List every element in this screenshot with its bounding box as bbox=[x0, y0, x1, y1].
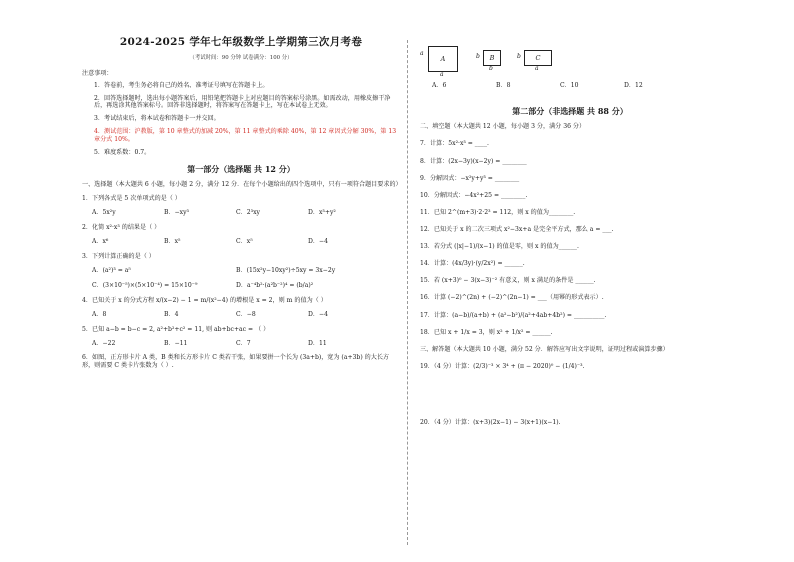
card-figure bbox=[420, 44, 720, 78]
fill-intro: 二、填空题（本大题共 12 小题，每小题 3 分，满分 36 分） bbox=[420, 123, 586, 131]
option: B．−11 bbox=[164, 339, 188, 347]
fill-question: 17．计算：(a−b)/(a+b) + (a²−b²)/(a²+4ab+4b²) = __________. bbox=[420, 311, 607, 319]
option: D．−4 bbox=[308, 310, 328, 318]
right-column bbox=[420, 44, 720, 436]
option: B．8 bbox=[496, 82, 511, 89]
fill-question: 14．计算：(4x/3y)·(y/2x²) = ______. bbox=[420, 260, 525, 268]
note-item: 3．考试结束后，将本试卷和答题卡一并交回。 bbox=[94, 115, 220, 123]
option: D．a⁻⁴b²·(a²b⁻²)⁴ = (b/a)² bbox=[236, 281, 314, 289]
figure-label: b bbox=[489, 65, 493, 72]
option: A．6 bbox=[432, 82, 447, 89]
card-c: C bbox=[524, 50, 552, 66]
option: C．(3×10⁻⁵)×(5×10⁻⁴) = 15×10⁻⁹ bbox=[92, 281, 198, 289]
question-stem: 4．已知关于 x 的分式方程 x/(x−2) − 1 = m/(x²−4) 的增根是 x = 2，则 m 的值为（ ） bbox=[82, 296, 327, 304]
figure-label: a bbox=[420, 50, 424, 57]
option: C．7 bbox=[236, 339, 251, 347]
question-stem: 3．下列计算正确的是（ ） bbox=[82, 253, 155, 261]
option: B．(15x²y−10xy²)÷5xy = 3x−2y bbox=[236, 266, 336, 274]
option: D．12 bbox=[624, 82, 643, 89]
question-options bbox=[92, 311, 400, 319]
fill-question: 11．已知 2^(m+3)·2·2³ = 112，则 x 的值为________. bbox=[420, 208, 576, 216]
figure-label: a bbox=[535, 65, 539, 72]
part1-heading: 第一部分（选择题 共 12 分） bbox=[187, 164, 295, 175]
option: A．x⁶ bbox=[92, 238, 109, 246]
figure-label: b bbox=[476, 53, 480, 60]
option: D．x³+y² bbox=[308, 209, 336, 217]
option: C．10 bbox=[560, 82, 579, 89]
fill-question: 7．计算：5x²·x³ = ____. bbox=[420, 140, 489, 148]
question-options bbox=[92, 340, 400, 348]
question-options bbox=[432, 82, 720, 90]
question-stem: 2．化简 x²·x³ 的结果是（ ） bbox=[82, 224, 161, 232]
option: D．11 bbox=[308, 339, 327, 347]
note-item: 1．答卷前，考生务必将自己的姓名、准考证号填写在答题卡上。 bbox=[94, 81, 269, 89]
part2-heading: 第二部分（非选择题 共 88 分） bbox=[512, 105, 628, 116]
card-b: B bbox=[483, 50, 501, 66]
question-options bbox=[92, 209, 400, 217]
fill-question: 18．已知 x + 1/x = 3，则 x² + 1/x² = ______. bbox=[420, 328, 553, 336]
option: B．4 bbox=[164, 310, 179, 318]
option: B．x⁵ bbox=[164, 238, 181, 246]
figure-label: b bbox=[517, 53, 521, 60]
question-options bbox=[92, 267, 400, 275]
left-column bbox=[82, 36, 400, 376]
option: A．5x²y bbox=[92, 209, 116, 217]
question-stem: 6．如图，正方形卡片 A 类，B 类和长方形卡片 C 类若干张，如果要拼一个长为 (3a+b)，宽为 (a+3b) 的大长方形，则需要 C 类卡片张数为（ ）. bbox=[82, 354, 390, 370]
fill-question: 8．计算：(2x−3y)(x−2y) = ________ bbox=[420, 157, 527, 165]
fill-question: 10．分解因式：−4x²+25 = ________. bbox=[420, 191, 528, 199]
exam-subtitle: （考试时间：90 分钟 试卷满分：100 分） bbox=[189, 54, 293, 61]
option: C．−8 bbox=[236, 310, 256, 318]
note-item: 2．回答选择题时，选出每小题答案后，用铅笔把答题卡上对应题目的答案标号涂黑。如需改动，用橡皮擦干净后，再选涂其他答案标号。回答非选择题时，将答案写在答题卡上，写在本试卷上无效。 bbox=[94, 94, 391, 110]
option: C．2³xy bbox=[236, 209, 260, 217]
option: C．x⁵ bbox=[236, 238, 253, 246]
figure-label: a bbox=[440, 71, 444, 78]
fill-question: 12．已知关于 x 的二次三项式 x²−3x+a 是完全平方式，那么 a = ___. bbox=[420, 225, 614, 233]
column-divider bbox=[407, 40, 408, 545]
question-stem: 1．下列各式是 5 次单项式的是（ ） bbox=[82, 195, 181, 203]
option: D．−4 bbox=[308, 238, 328, 246]
part1-intro: 一、选择题（本大题共 6 小题，每小题 2 分，满分 12 分．在每个小题给出的四个选项中，只有一项符合题目要求的） bbox=[82, 181, 402, 189]
solve-intro: 三、解答题（本大题共 10 小题，满分 52 分．解答应写出文字说明，证明过程或演算步骤） bbox=[420, 345, 669, 353]
question-options bbox=[92, 238, 400, 246]
option: A．(a²)³ = a⁵ bbox=[92, 266, 131, 274]
option: A．8 bbox=[92, 310, 107, 318]
card-a: A bbox=[428, 46, 458, 72]
note-item: 5．难度系数：0.7。 bbox=[94, 149, 151, 157]
exam-title: 2024-2025 学年七年级数学上学期第三次月考卷 bbox=[119, 36, 363, 48]
solve-question-20: 20．（4 分）计算：(x+3)(2x−1) − 3(x+1)(x−1). bbox=[420, 418, 561, 426]
option: B．−xy³ bbox=[164, 209, 189, 217]
solve-question-19: 19．（4 分）计算：(2/3)⁻³ × 3⁴ + (π − 2020)⁰ − (1/4)⁻³. bbox=[420, 362, 585, 370]
option: A．−22 bbox=[92, 339, 116, 347]
question-options bbox=[92, 282, 400, 290]
fill-question: 9．分解因式：−x²y+y³ = ________ bbox=[420, 174, 520, 182]
fill-question: 13．若分式 (|x|−1)/(x−1) 的值是零，则 x 的值为______. bbox=[420, 243, 579, 251]
fill-question: 15．若 (x+3)⁰ − 3(x−3)⁻² 有意义，则 x 满足的条件是 ______. bbox=[420, 277, 596, 285]
note-item-scope: 4．测试范围：沪教版，第 10 章整式的加减 20%，第 11 章整式的乘除 40%，第 12 章因式分解 30%，第 13 章分式 10%。 bbox=[94, 128, 397, 144]
fill-question: 16．计算 (−2)^(2n) + (−2)^(2n−1) = ___（用幂的形式表示）. bbox=[420, 294, 604, 302]
question-stem: 5．已知 a−b = b−c = 2, a²+b²+c² = 11, 则 ab+bc+ac = （ ） bbox=[82, 325, 270, 333]
notes-heading: 注意事项： bbox=[82, 69, 113, 77]
